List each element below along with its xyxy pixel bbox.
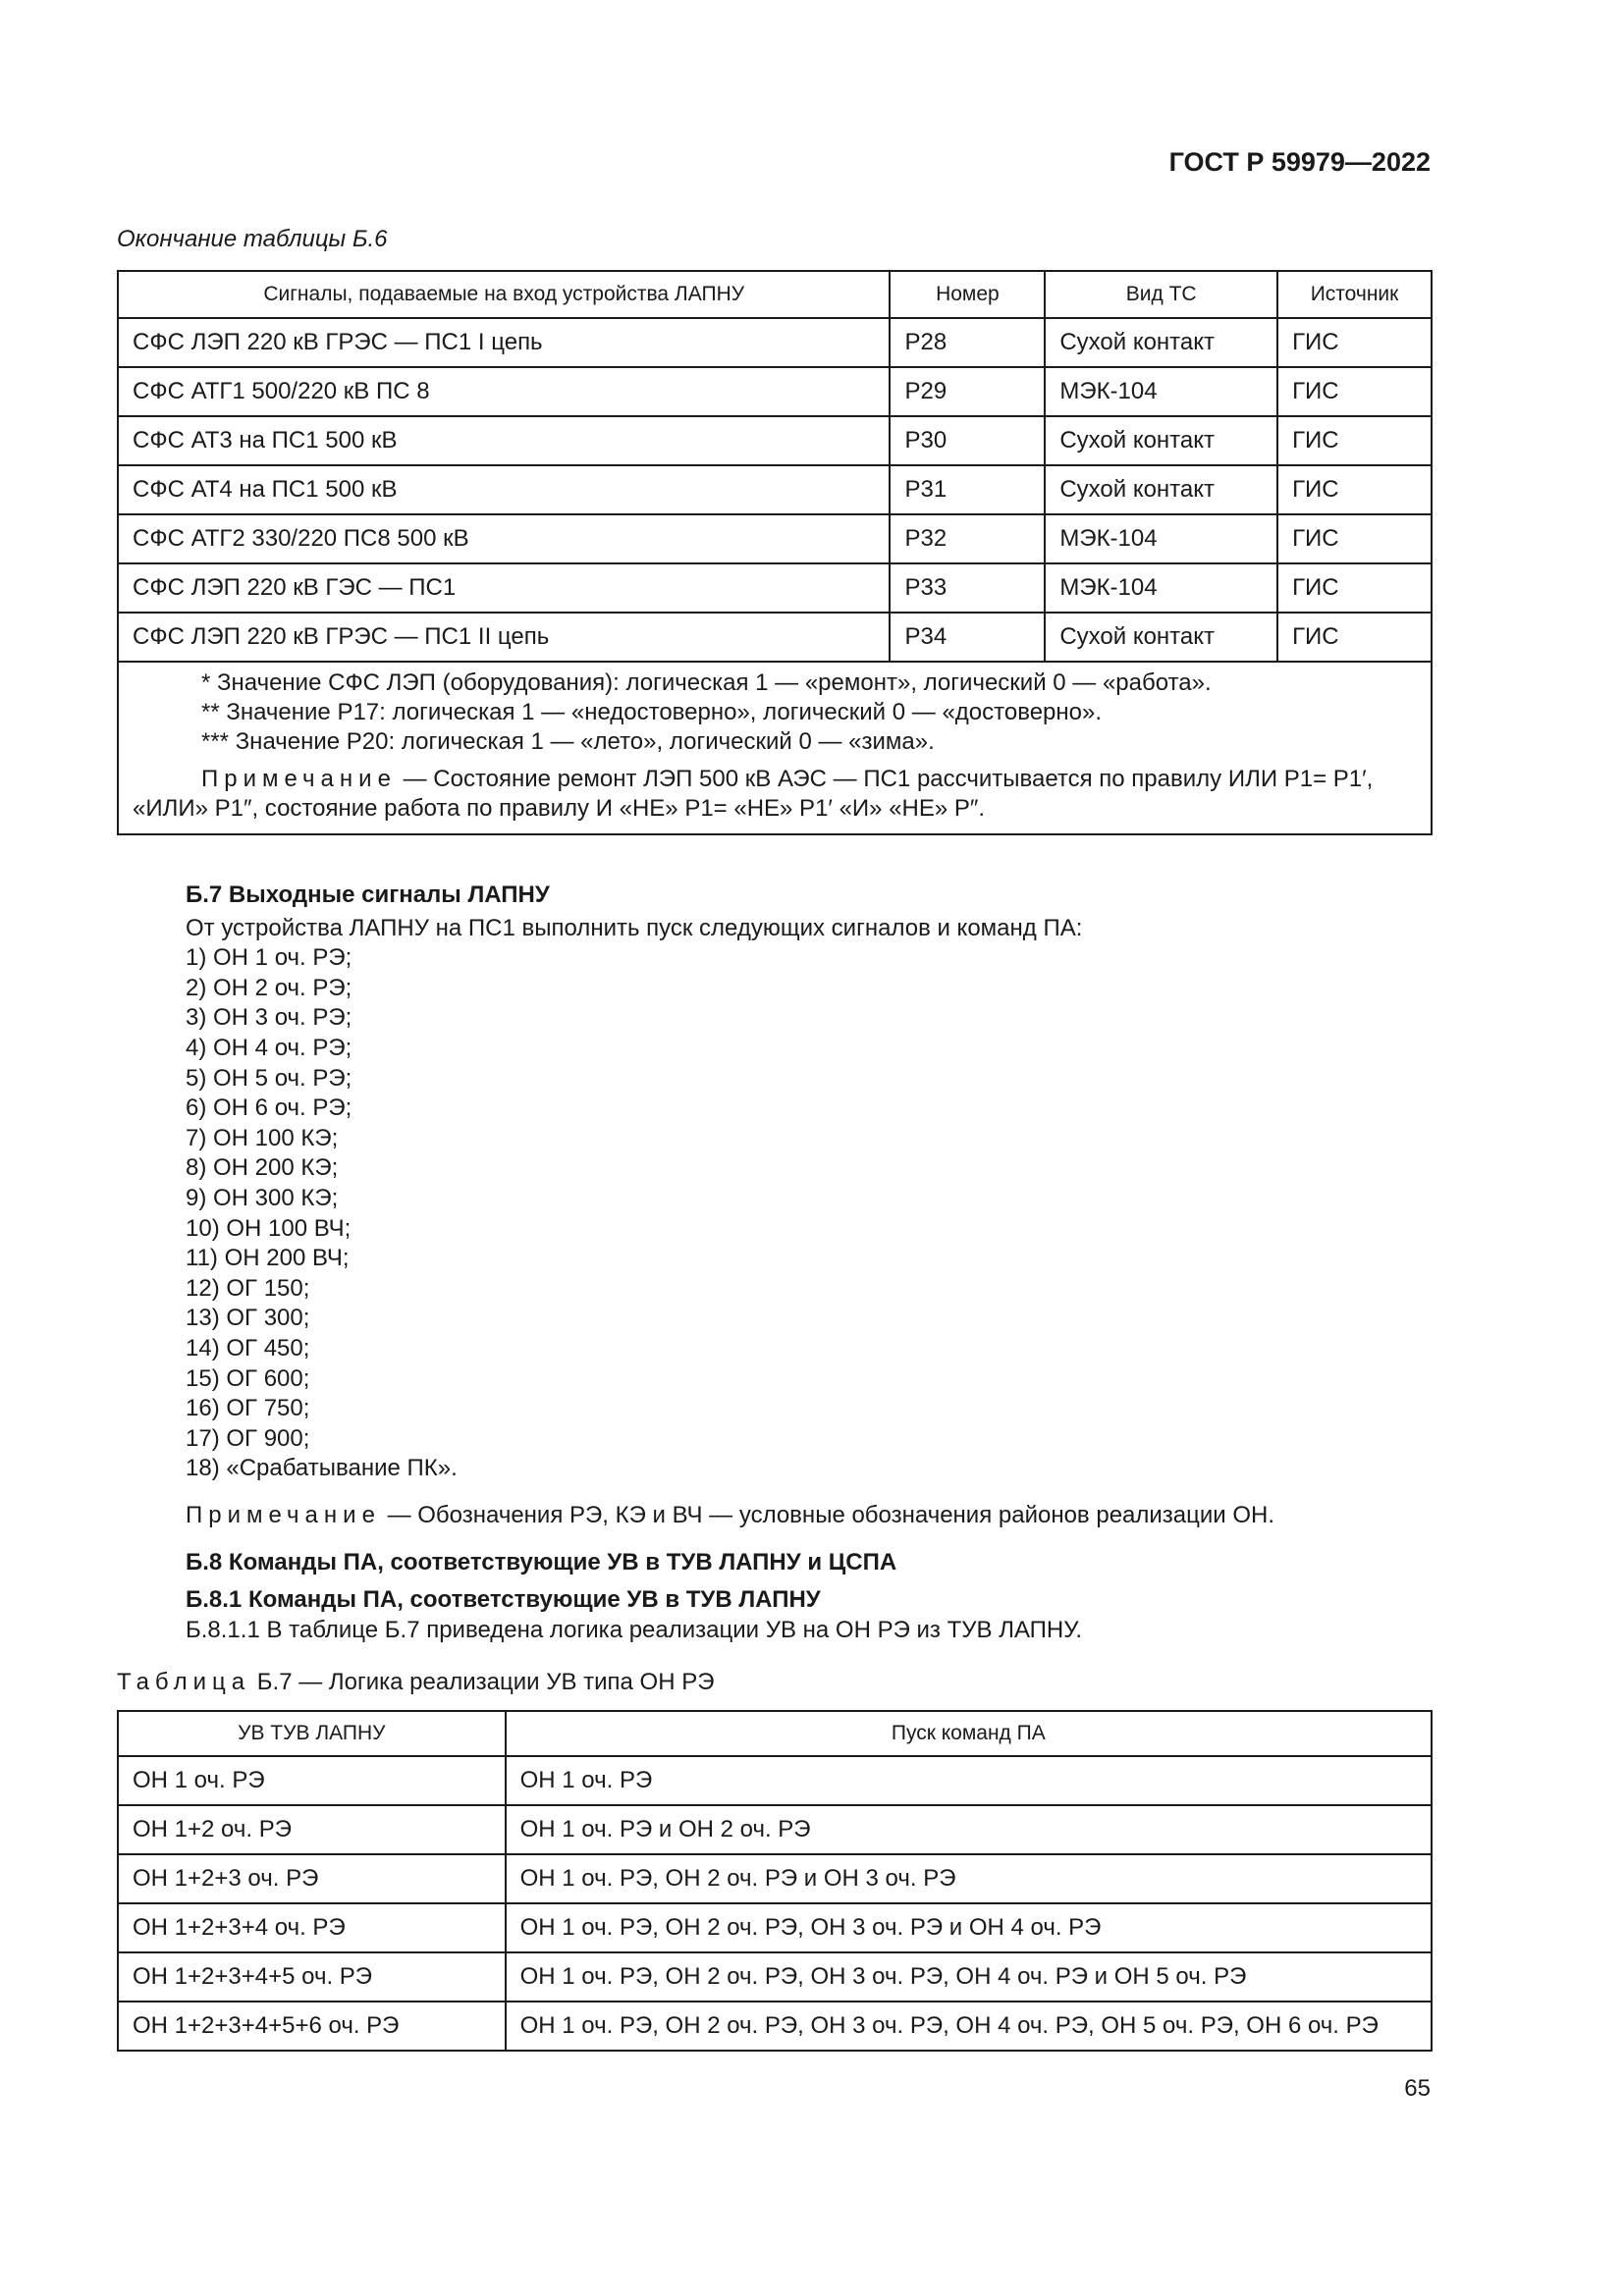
list-item: 17) ОГ 900; (186, 1424, 310, 1452)
table-row (118, 1854, 1432, 1903)
number-cell: Р32 (890, 514, 1045, 563)
note-label: Примечание (201, 766, 397, 792)
source-cell: ГИС (1277, 613, 1432, 662)
subsection-heading-b81: Б.8.1 Команды ПА, соответствующие УВ в ТУВ ЛАПНУ (186, 1586, 821, 1613)
table-notes-row (118, 662, 1432, 834)
standard-designation: ГОСТ Р 59979—2022 (1168, 147, 1431, 177)
table-row (118, 613, 1432, 662)
type-cell: Сухой контакт (1045, 613, 1277, 662)
type-cell: МЭК-104 (1045, 563, 1277, 613)
footnote: * Значение СФС ЛЭП (оборудования): логическая 1 — «ремонт», логический 0 — «работа». (201, 669, 1212, 696)
source-cell: ГИС (1277, 367, 1432, 416)
commands-cell: ОН 1 оч. РЭ (506, 1756, 1432, 1805)
list-item: 11) ОН 200 ВЧ; (186, 1245, 350, 1272)
footnote: *** Значение Р20: логическая 1 — «лето», логический 0 — «зима». (201, 728, 935, 755)
type-cell: МЭК-104 (1045, 514, 1277, 563)
table-row (118, 2002, 1432, 2051)
commands-cell: ОН 1 оч. РЭ, ОН 2 оч. РЭ, ОН 3 оч. РЭ, ОН 4 оч. РЭ, ОН 5 оч. РЭ, ОН 6 оч. РЭ (506, 2002, 1432, 2051)
list-item: 3) ОН 3 оч. РЭ; (186, 1004, 352, 1032)
source-cell: ГИС (1277, 416, 1432, 465)
section-note (186, 1502, 1274, 1529)
section-heading-b8: Б.8 Команды ПА, соответствующие УВ в ТУВ ЛАПНУ и ЦСПА (186, 1549, 897, 1575)
caption-text: Б.7 — Логика реализации УВ типа ОН РЭ (250, 1669, 715, 1695)
number-cell: Р28 (890, 318, 1045, 367)
column-header: Номер (890, 271, 1045, 318)
table-row (118, 1805, 1432, 1854)
list-item: 14) ОГ 450; (186, 1334, 310, 1362)
caption-label: Таблица (117, 1669, 251, 1695)
table-row (118, 416, 1432, 465)
uv-cell: ОН 1+2 оч. РЭ (118, 1805, 506, 1854)
number-cell: Р30 (890, 416, 1045, 465)
uv-cell: ОН 1+2+3+4+5+6 оч. РЭ (118, 2002, 506, 2051)
table-row (118, 1903, 1432, 1952)
list-item: 8) ОН 200 КЭ; (186, 1154, 339, 1182)
signals-table (117, 270, 1433, 835)
type-cell: Сухой контакт (1045, 465, 1277, 514)
signal-cell: СФС АТ3 на ПС1 500 кВ (118, 416, 890, 465)
table-row (118, 514, 1432, 563)
list-item: 12) ОГ 150; (186, 1274, 310, 1302)
signal-cell: СФС ЛЭП 220 кВ ГЭС — ПС1 (118, 563, 890, 613)
list-item: 16) ОГ 750; (186, 1395, 310, 1422)
table-note (133, 765, 1417, 824)
list-item: 7) ОН 100 КЭ; (186, 1124, 339, 1151)
source-cell: ГИС (1277, 563, 1432, 613)
number-cell: Р34 (890, 613, 1045, 662)
table-notes (118, 662, 1432, 834)
table-row (118, 1952, 1432, 2002)
type-cell: МЭК-104 (1045, 367, 1277, 416)
list-item: 4) ОН 4 оч. РЭ; (186, 1034, 352, 1061)
source-cell: ГИС (1277, 318, 1432, 367)
output-signals-list (186, 943, 1082, 1484)
note-text: — Состояние ремонт ЛЭП 500 кВ АЭС — ПС1 рассчитывается по правилу ИЛИ Р1= Р1′, «ИЛИ» Р1″, состояние работа по правилу И «НЕ» Р1= «НЕ» Р1′ «И» «НЕ» Р″. (133, 766, 1374, 822)
source-cell: ГИС (1277, 465, 1432, 514)
section-heading: Б.7 Выходные сигналы ЛАПНУ (186, 881, 550, 908)
commands-cell: ОН 1 оч. РЭ, ОН 2 оч. РЭ, ОН 3 оч. РЭ, ОН 4 оч. РЭ и ОН 5 оч. РЭ (506, 1952, 1432, 2002)
list-item: 15) ОГ 600; (186, 1364, 310, 1392)
uv-cell: ОН 1+2+3 оч. РЭ (118, 1854, 506, 1903)
column-header: Источник (1277, 271, 1432, 318)
footnote: ** Значение Р17: логическая 1 — «недостоверно», логический 0 — «достоверно». (201, 699, 1103, 725)
table-header-row (118, 271, 1432, 318)
list-item: 9) ОН 300 КЭ; (186, 1184, 339, 1211)
type-cell: Сухой контакт (1045, 416, 1277, 465)
number-cell: Р33 (890, 563, 1045, 613)
type-cell: Сухой контакт (1045, 318, 1277, 367)
commands-cell: ОН 1 оч. РЭ, ОН 2 оч. РЭ и ОН 3 оч. РЭ (506, 1854, 1432, 1903)
table-caption (117, 1669, 714, 1696)
list-item: 18) «Срабатывание ПК». (186, 1455, 458, 1482)
uv-cell: ОН 1+2+3+4 оч. РЭ (118, 1903, 506, 1952)
table-row (118, 1756, 1432, 1805)
number-cell: Р31 (890, 465, 1045, 514)
list-item: 2) ОН 2 оч. РЭ; (186, 974, 352, 1001)
list-item: 1) ОН 1 оч. РЭ; (186, 944, 352, 972)
uv-cell: ОН 1 оч. РЭ (118, 1756, 506, 1805)
signal-cell: СФС ЛЭП 220 кВ ГРЭС — ПС1 II цепь (118, 613, 890, 662)
column-header: УВ ТУВ ЛАПНУ (118, 1711, 506, 1756)
list-item: 13) ОГ 300; (186, 1305, 310, 1332)
note-label: Примечание (186, 1502, 381, 1528)
number-cell: Р29 (890, 367, 1045, 416)
paragraph-b811: Б.8.1.1 В таблице Б.7 приведена логика реализации УВ на ОН РЭ из ТУВ ЛАПНУ. (186, 1617, 1082, 1643)
source-cell: ГИС (1277, 514, 1432, 563)
uv-cell: ОН 1+2+3+4+5 оч. РЭ (118, 1952, 506, 2002)
table-row (118, 318, 1432, 367)
column-header: Сигналы, подаваемые на вход устройства ЛАПНУ (118, 271, 890, 318)
table-header-row (118, 1711, 1432, 1756)
signal-cell: СФС ЛЭП 220 кВ ГРЭС — ПС1 I цепь (118, 318, 890, 367)
signal-cell: СФС АТГ1 500/220 кВ ПС 8 (118, 367, 890, 416)
logic-table (117, 1710, 1433, 2052)
table-row (118, 563, 1432, 613)
column-header: Пуск команд ПА (506, 1711, 1432, 1756)
section-intro: От устройства ЛАПНУ на ПС1 выполнить пуск следующих сигналов и команд ПА: (186, 914, 1083, 941)
list-item: 10) ОН 100 ВЧ; (186, 1214, 352, 1242)
column-header: Вид ТС (1045, 271, 1277, 318)
signal-cell: СФС АТГ2 330/220 ПС8 500 кВ (118, 514, 890, 563)
commands-cell: ОН 1 оч. РЭ и ОН 2 оч. РЭ (506, 1805, 1432, 1854)
table-row (118, 367, 1432, 416)
table-row (118, 465, 1432, 514)
commands-cell: ОН 1 оч. РЭ, ОН 2 оч. РЭ, ОН 3 оч. РЭ и ОН 4 оч. РЭ (506, 1903, 1432, 1952)
list-item: 5) ОН 5 оч. РЭ; (186, 1064, 352, 1092)
note-text: — Обозначения РЭ, КЭ и ВЧ — условные обозначения районов реализации ОН. (380, 1502, 1275, 1528)
table-continuation-label: Окончание таблицы Б.6 (117, 226, 388, 252)
page-number: 65 (1404, 2075, 1431, 2102)
list-item: 6) ОН 6 оч. РЭ; (186, 1095, 352, 1122)
signal-cell: СФС АТ4 на ПС1 500 кВ (118, 465, 890, 514)
section-b7 (186, 881, 1082, 1484)
